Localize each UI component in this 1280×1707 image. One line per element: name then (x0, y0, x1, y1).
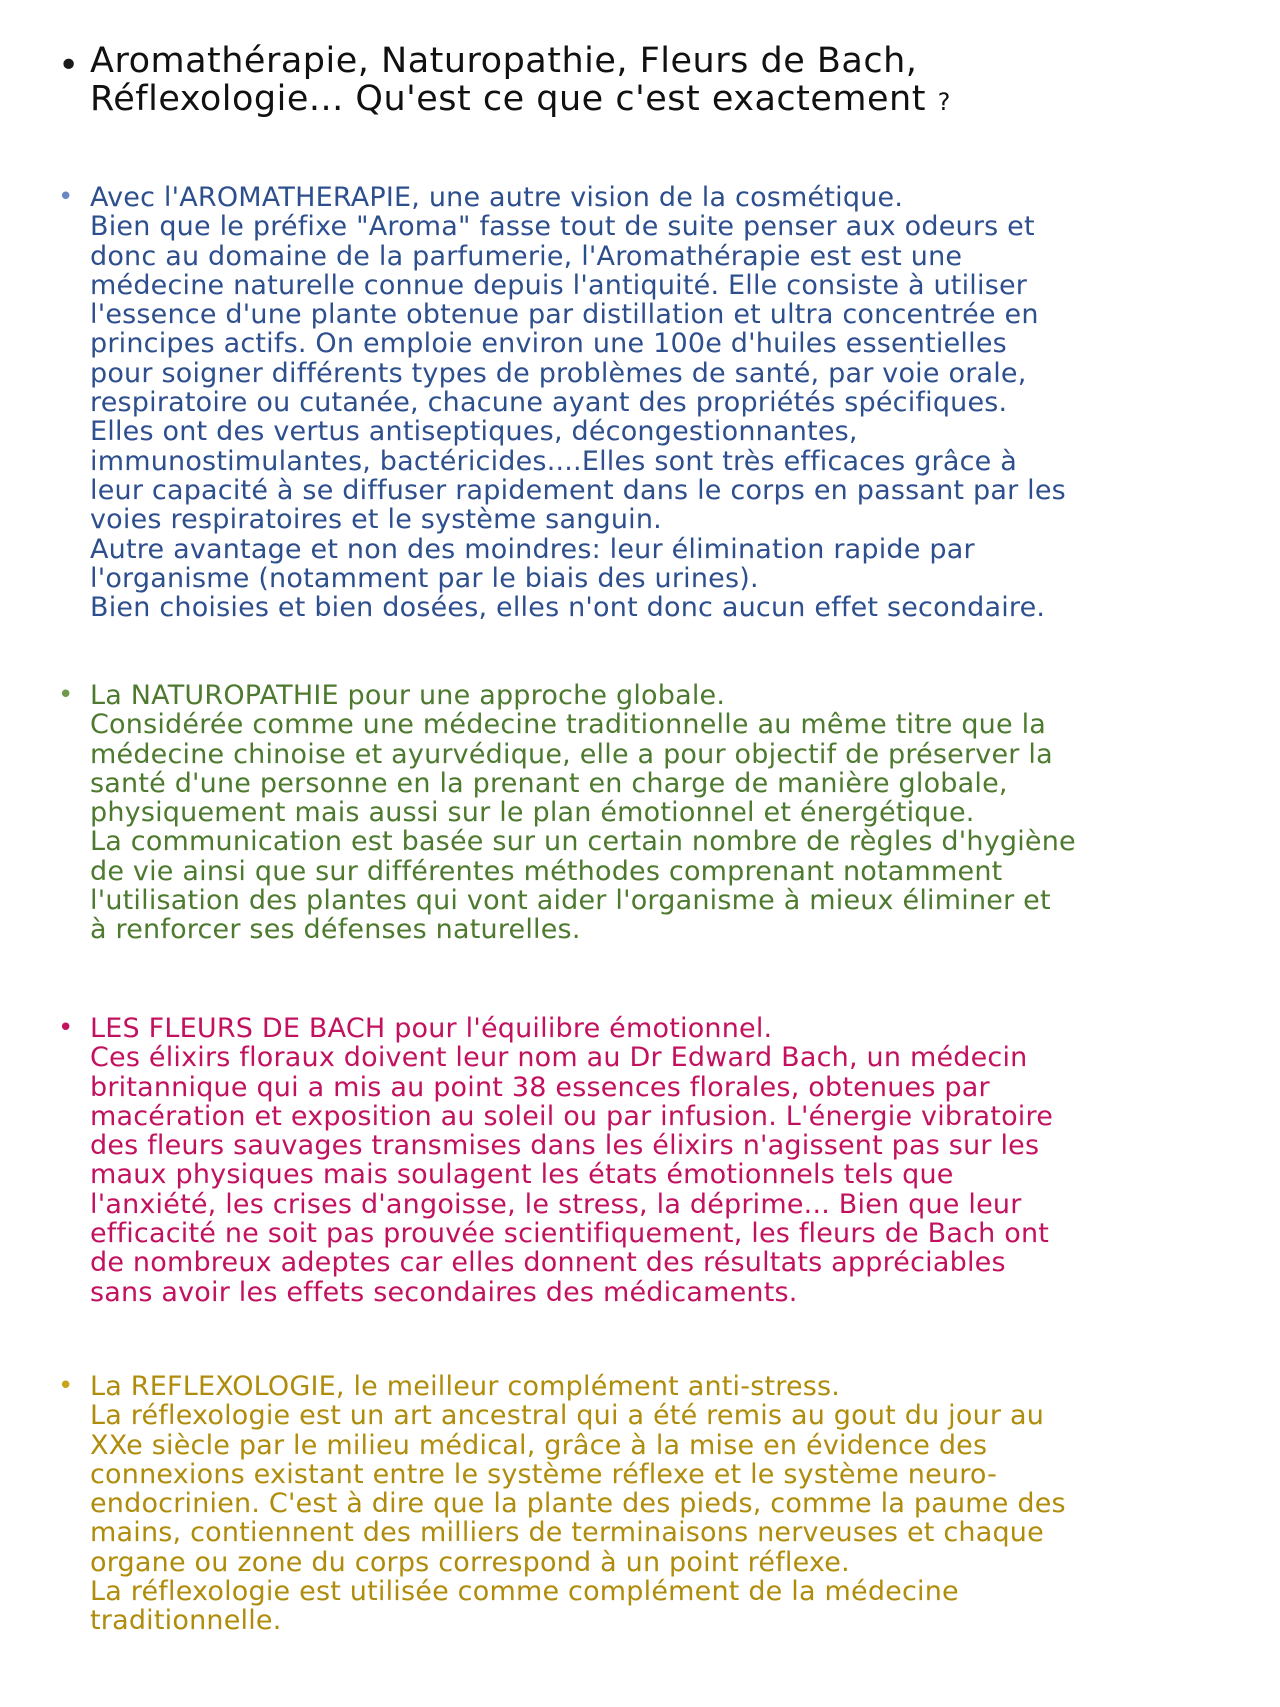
text-line: Bien que le préfixe "Aroma" fasse tout de suite penser aux odeurs et (90, 211, 1035, 243)
text-line: traditionnelle. (90, 1605, 282, 1637)
text-line: principes actifs. On emploie environ une 100e d'huiles essentielles (90, 328, 1007, 360)
text-line: Considérée comme une médecine traditionnelle au même titre que la (90, 709, 1047, 741)
text-line: à renforcer ses défenses naturelles. (90, 914, 581, 946)
section-text (90, 681, 1248, 945)
text-line: l'essence d'une plante obtenue par distillation et ultra concentrée en (90, 299, 1039, 331)
text-line: organe ou zone du corps correspond à un point réflexe. (90, 1546, 850, 1578)
text-line: La REFLEXOLOGIE, le meilleur complément anti-stress. (90, 1371, 841, 1402)
text-line: mains, contiennent des milliers de terminaisons nerveuses et chaque (90, 1517, 1044, 1549)
text-line: Autre avantage et non des moindres: leur élimination rapide par (90, 533, 975, 565)
text-line: de nombreux adeptes car elles donnent des résultats appréciables (90, 1247, 1006, 1279)
text-line: l'anxiété, les crises d'angoisse, le stress, la déprime... Bien que leur (90, 1188, 1022, 1220)
text-line: britannique qui a mis au point 38 essences florales, obtenues par (90, 1071, 990, 1103)
text-line: Avec l'AROMATHERAPIE, une autre vision de la cosmétique. (90, 182, 904, 213)
bullet-marker: • (58, 680, 74, 710)
text-line: Ces élixirs floraux doivent leur nom au Dr Edward Bach, un médecin (90, 1042, 1028, 1074)
title-line (90, 80, 1248, 121)
text-line: l'utilisation des plantes qui vont aider l'organisme à mieux éliminer et (90, 885, 1051, 917)
section-text (90, 183, 1248, 622)
text-line: XXe siècle par le milieu médical, grâce à la mise en évidence des (90, 1429, 988, 1461)
bullet-marker: • (58, 182, 74, 212)
text-line: La réflexologie est un art ancestral qui a été remis au gout du jour au (90, 1400, 1045, 1432)
section-text (90, 1372, 1248, 1636)
text-line: leur capacité à se diffuser rapidement dans le corps en passant par les (90, 474, 1066, 506)
text-line: médecine naturelle connue depuis l'antiquité. Elle consiste à utiliser (90, 269, 1028, 301)
text-line: immunostimulantes, bactéricides....Elles sont très efficaces grâce à (90, 445, 1017, 477)
text-line: connexions existant entre le système réflexe et le système neuro- (90, 1458, 998, 1490)
text-line: respiratoire ou cutanée, chacune ayant des propriétés spécifiques. (90, 387, 1008, 419)
title-line: Aromathérapie, Naturopathie, Fleurs de Bach, (90, 41, 918, 81)
text-line: La NATUROPATHIE pour une approche globale. (90, 680, 726, 711)
text-line: La communication est basée sur un certain nombre de règles d'hygiène (90, 826, 1076, 858)
text-line: efficacité ne soit pas prouvée scientifiquement, les fleurs de Bach ont (90, 1218, 1050, 1250)
bullet-marker: • (58, 1013, 74, 1043)
text-line: maux physiques mais soulagent les états émotionnels tels que (90, 1159, 954, 1191)
title-line-text: Réflexologie... Qu'est ce que c'est exactement (90, 79, 926, 119)
text-line: Elles ont des vertus antiseptiques, décongestionnantes, (90, 416, 858, 448)
text-line: La réflexologie est utilisée comme complément de la médecine (90, 1576, 959, 1608)
title-bullet (58, 42, 1248, 132)
text-line: des fleurs sauvages transmises dans les élixirs n'agissent pas sur les (90, 1130, 1040, 1162)
text-line: sans avoir les effets secondaires des médicaments. (90, 1276, 798, 1308)
text-line: l'organisme (notamment par le biais des urines). (90, 562, 759, 594)
text-line: santé d'une personne en la prenant en charge de manière globale, (90, 767, 1008, 799)
text-line: donc au domaine de la parfumerie, l'Aromathérapie est est une (90, 240, 963, 272)
bullet-marker: • (58, 45, 80, 86)
text-line: médecine chinoise et ayurvédique, elle a pour objectif de préserver la (90, 738, 1053, 770)
text-line: voies respiratoires et le système sanguin. (90, 504, 662, 536)
page-title (90, 42, 1248, 121)
text-line: endocrinien. C'est à dire que la plante des pieds, comme la paume des (90, 1488, 1066, 1520)
text-line: LES FLEURS DE BACH pour l'équilibre émotionnel. (90, 1013, 773, 1044)
text-line: de vie ainsi que sur différentes méthodes comprenant notamment (90, 855, 1003, 887)
text-line: macération et exposition au soleil ou par infusion. L'énergie vibratoire (90, 1100, 1054, 1132)
section-text (90, 1014, 1248, 1307)
text-line: physiquement mais aussi sur le plan émotionnel et énergétique. (90, 797, 975, 829)
text-line: pour soigner différents types de problèmes de santé, par voie orale, (90, 357, 1027, 389)
title-question-mark: ? (937, 88, 951, 116)
bullet-marker: • (58, 1371, 74, 1401)
text-line: Bien choisies et bien dosées, elles n'ont donc aucun effet secondaire. (90, 592, 1046, 624)
